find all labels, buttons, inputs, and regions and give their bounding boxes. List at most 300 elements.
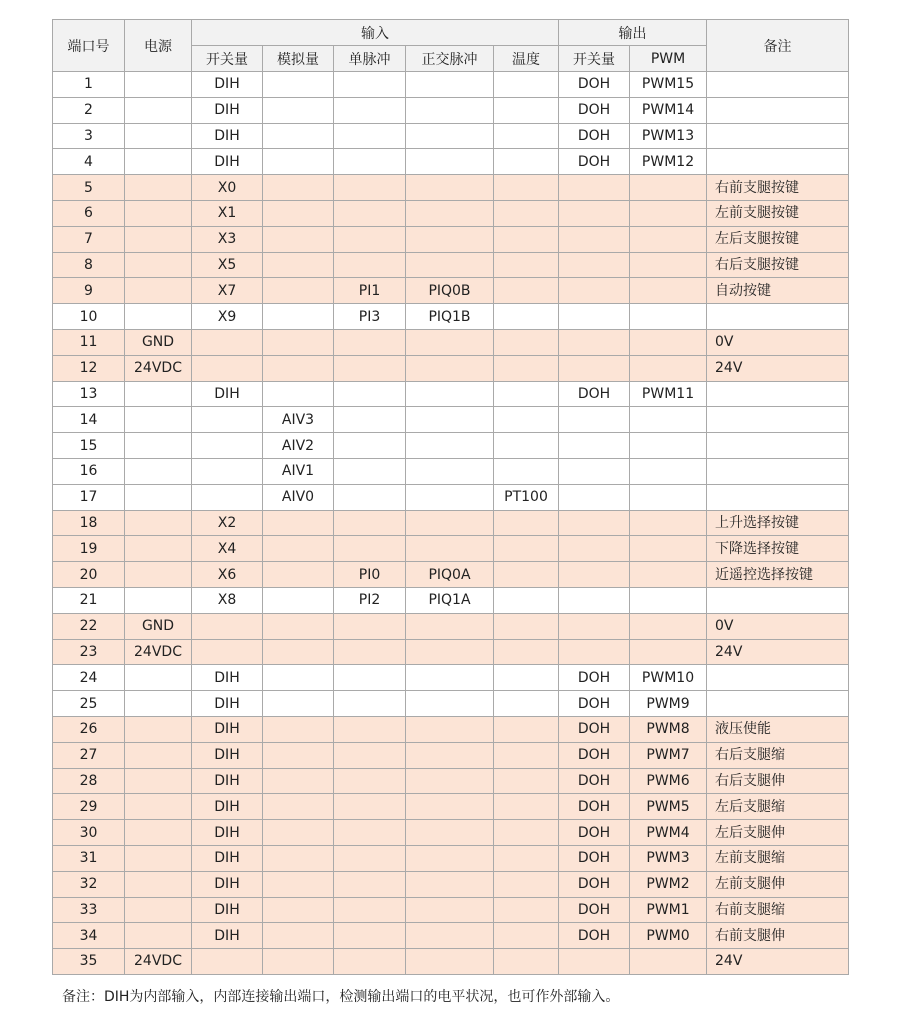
- power-cell: [125, 226, 192, 252]
- digital-input-cell: X8: [192, 587, 263, 613]
- pwm-cell: PWM15: [630, 72, 707, 98]
- remark-cell: 左后支腿缩: [707, 794, 849, 820]
- quadrature-pulse-cell: [406, 123, 494, 149]
- pwm-cell: [630, 278, 707, 304]
- port-no-cell: 3: [53, 123, 125, 149]
- header-temperature: 温度: [494, 46, 559, 72]
- digital-input-cell: [192, 355, 263, 381]
- temperature-cell: [494, 716, 559, 742]
- digital-input-cell: DIH: [192, 381, 263, 407]
- analog-input-cell: [263, 278, 334, 304]
- analog-input-cell: AIV0: [263, 484, 334, 510]
- port-no-cell: 18: [53, 510, 125, 536]
- temperature-cell: [494, 278, 559, 304]
- power-cell: [125, 72, 192, 98]
- digital-input-cell: [192, 458, 263, 484]
- remark-cell: [707, 149, 849, 175]
- power-cell: [125, 252, 192, 278]
- analog-input-cell: [263, 175, 334, 201]
- single-pulse-cell: [334, 226, 406, 252]
- pwm-cell: PWM8: [630, 716, 707, 742]
- temperature-cell: [494, 200, 559, 226]
- temperature-cell: [494, 433, 559, 459]
- remark-cell: [707, 97, 849, 123]
- power-cell: [125, 278, 192, 304]
- port-table: [52, 19, 849, 975]
- table-row: [53, 587, 849, 613]
- port-no-cell: 23: [53, 639, 125, 665]
- remark-cell: 右前支腿缩: [707, 897, 849, 923]
- header-single-pulse: 单脉冲: [334, 46, 406, 72]
- digital-output-cell: DOH: [559, 123, 630, 149]
- digital-output-cell: [559, 278, 630, 304]
- port-no-cell: 2: [53, 97, 125, 123]
- analog-input-cell: [263, 639, 334, 665]
- analog-input-cell: [263, 716, 334, 742]
- single-pulse-cell: [334, 820, 406, 846]
- single-pulse-cell: [334, 871, 406, 897]
- single-pulse-cell: [334, 639, 406, 665]
- temperature-cell: [494, 381, 559, 407]
- pwm-cell: PWM9: [630, 691, 707, 717]
- digital-output-cell: [559, 407, 630, 433]
- power-cell: [125, 510, 192, 536]
- single-pulse-cell: [334, 845, 406, 871]
- pwm-cell: PWM14: [630, 97, 707, 123]
- temperature-cell: [494, 871, 559, 897]
- power-cell: [125, 149, 192, 175]
- single-pulse-cell: [334, 949, 406, 975]
- quadrature-pulse-cell: [406, 381, 494, 407]
- port-no-cell: 34: [53, 923, 125, 949]
- pwm-cell: [630, 304, 707, 330]
- analog-input-cell: [263, 149, 334, 175]
- quadrature-pulse-cell: [406, 433, 494, 459]
- power-cell: GND: [125, 613, 192, 639]
- power-cell: GND: [125, 329, 192, 355]
- digital-input-cell: DIH: [192, 72, 263, 98]
- port-no-cell: 1: [53, 72, 125, 98]
- digital-output-cell: DOH: [559, 716, 630, 742]
- port-no-cell: 25: [53, 691, 125, 717]
- pwm-cell: [630, 329, 707, 355]
- quadrature-pulse-cell: [406, 226, 494, 252]
- quadrature-pulse-cell: PIQ0A: [406, 562, 494, 588]
- power-cell: [125, 458, 192, 484]
- digital-output-cell: [559, 200, 630, 226]
- analog-input-cell: [263, 536, 334, 562]
- quadrature-pulse-cell: [406, 768, 494, 794]
- temperature-cell: [494, 562, 559, 588]
- quadrature-pulse-cell: [406, 949, 494, 975]
- header-analog-input: 模拟量: [263, 46, 334, 72]
- table-row: [53, 639, 849, 665]
- remark-cell: [707, 123, 849, 149]
- table-row: [53, 562, 849, 588]
- remark-cell: 24V: [707, 355, 849, 381]
- digital-input-cell: DIH: [192, 820, 263, 846]
- table-row: [53, 742, 849, 768]
- digital-input-cell: DIH: [192, 897, 263, 923]
- remark-cell: 左后支腿伸: [707, 820, 849, 846]
- power-cell: [125, 200, 192, 226]
- port-no-cell: 8: [53, 252, 125, 278]
- remark-cell: 右前支腿伸: [707, 923, 849, 949]
- pwm-cell: [630, 407, 707, 433]
- digital-output-cell: DOH: [559, 845, 630, 871]
- port-no-cell: 12: [53, 355, 125, 381]
- port-no-cell: 5: [53, 175, 125, 201]
- temperature-cell: [494, 329, 559, 355]
- power-cell: [125, 794, 192, 820]
- pwm-cell: [630, 484, 707, 510]
- header-digital-input: 开关量: [192, 46, 263, 72]
- quadrature-pulse-cell: [406, 923, 494, 949]
- quadrature-pulse-cell: [406, 329, 494, 355]
- port-no-cell: 22: [53, 613, 125, 639]
- single-pulse-cell: [334, 716, 406, 742]
- power-cell: [125, 407, 192, 433]
- quadrature-pulse-cell: [406, 871, 494, 897]
- single-pulse-cell: [334, 72, 406, 98]
- power-cell: 24VDC: [125, 949, 192, 975]
- power-cell: [125, 484, 192, 510]
- table-row: [53, 897, 849, 923]
- digital-output-cell: [559, 562, 630, 588]
- power-cell: [125, 768, 192, 794]
- footnote: 备注：DIH为内部输入，内部连接输出端口，检测输出端口的电平状况，也可作外部输入。: [62, 989, 620, 1005]
- temperature-cell: [494, 613, 559, 639]
- digital-input-cell: X3: [192, 226, 263, 252]
- analog-input-cell: [263, 923, 334, 949]
- digital-output-cell: DOH: [559, 871, 630, 897]
- pwm-cell: [630, 613, 707, 639]
- quadrature-pulse-cell: [406, 510, 494, 536]
- temperature-cell: [494, 72, 559, 98]
- table-row: [53, 536, 849, 562]
- analog-input-cell: [263, 897, 334, 923]
- temperature-cell: [494, 175, 559, 201]
- temperature-cell: [494, 897, 559, 923]
- digital-input-cell: DIH: [192, 665, 263, 691]
- temperature-cell: [494, 510, 559, 536]
- analog-input-cell: AIV3: [263, 407, 334, 433]
- digital-output-cell: DOH: [559, 768, 630, 794]
- table-row: [53, 484, 849, 510]
- temperature-cell: [494, 820, 559, 846]
- quadrature-pulse-cell: [406, 742, 494, 768]
- temperature-cell: [494, 587, 559, 613]
- port-no-cell: 6: [53, 200, 125, 226]
- temperature-cell: [494, 845, 559, 871]
- remark-cell: 左前支腿缩: [707, 845, 849, 871]
- pwm-cell: PWM4: [630, 820, 707, 846]
- pwm-cell: PWM10: [630, 665, 707, 691]
- header-remark: 备注: [707, 20, 849, 72]
- pwm-cell: [630, 949, 707, 975]
- digital-output-cell: [559, 252, 630, 278]
- digital-output-cell: [559, 433, 630, 459]
- table-row: [53, 175, 849, 201]
- digital-output-cell: [559, 484, 630, 510]
- power-cell: 24VDC: [125, 639, 192, 665]
- analog-input-cell: [263, 381, 334, 407]
- port-no-cell: 28: [53, 768, 125, 794]
- port-no-cell: 35: [53, 949, 125, 975]
- header-pwm: PWM: [630, 46, 707, 72]
- remark-cell: [707, 665, 849, 691]
- table-row: [53, 252, 849, 278]
- power-cell: [125, 742, 192, 768]
- digital-input-cell: X1: [192, 200, 263, 226]
- digital-input-cell: [192, 949, 263, 975]
- header-port-no: 端口号: [53, 20, 125, 72]
- analog-input-cell: [263, 665, 334, 691]
- analog-input-cell: [263, 510, 334, 536]
- port-no-cell: 13: [53, 381, 125, 407]
- remark-cell: 下降选择按键: [707, 536, 849, 562]
- digital-input-cell: [192, 329, 263, 355]
- header-row-top: [53, 20, 849, 46]
- analog-input-cell: [263, 329, 334, 355]
- table-row: [53, 97, 849, 123]
- temperature-cell: [494, 123, 559, 149]
- power-cell: [125, 123, 192, 149]
- analog-input-cell: AIV2: [263, 433, 334, 459]
- port-no-cell: 33: [53, 897, 125, 923]
- port-no-cell: 24: [53, 665, 125, 691]
- single-pulse-cell: [334, 381, 406, 407]
- header-power: 电源: [125, 20, 192, 72]
- power-cell: [125, 845, 192, 871]
- digital-output-cell: [559, 510, 630, 536]
- remark-cell: [707, 484, 849, 510]
- single-pulse-cell: [334, 123, 406, 149]
- pwm-cell: [630, 562, 707, 588]
- digital-output-cell: [559, 226, 630, 252]
- power-cell: [125, 587, 192, 613]
- pwm-cell: [630, 510, 707, 536]
- port-no-cell: 32: [53, 871, 125, 897]
- digital-input-cell: X4: [192, 536, 263, 562]
- remark-cell: 右后支腿伸: [707, 768, 849, 794]
- digital-output-cell: DOH: [559, 923, 630, 949]
- single-pulse-cell: [334, 510, 406, 536]
- quadrature-pulse-cell: [406, 820, 494, 846]
- temperature-cell: [494, 639, 559, 665]
- port-no-cell: 16: [53, 458, 125, 484]
- header-digital-output: 开关量: [559, 46, 630, 72]
- analog-input-cell: [263, 845, 334, 871]
- temperature-cell: PT100: [494, 484, 559, 510]
- power-cell: [125, 381, 192, 407]
- header-input: 输入: [192, 20, 559, 46]
- table-header: [53, 20, 849, 72]
- temperature-cell: [494, 149, 559, 175]
- digital-input-cell: DIH: [192, 768, 263, 794]
- power-cell: [125, 562, 192, 588]
- pwm-cell: [630, 252, 707, 278]
- pwm-cell: [630, 433, 707, 459]
- table-row: [53, 691, 849, 717]
- table-row: [53, 871, 849, 897]
- analog-input-cell: [263, 72, 334, 98]
- analog-input-cell: [263, 613, 334, 639]
- single-pulse-cell: [334, 691, 406, 717]
- remark-cell: 液压使能: [707, 716, 849, 742]
- digital-output-cell: DOH: [559, 820, 630, 846]
- temperature-cell: [494, 226, 559, 252]
- pwm-cell: PWM11: [630, 381, 707, 407]
- remark-cell: 0V: [707, 329, 849, 355]
- table-row: [53, 304, 849, 330]
- port-no-cell: 11: [53, 329, 125, 355]
- temperature-cell: [494, 768, 559, 794]
- quadrature-pulse-cell: [406, 407, 494, 433]
- quadrature-pulse-cell: [406, 613, 494, 639]
- digital-output-cell: DOH: [559, 691, 630, 717]
- remark-cell: [707, 587, 849, 613]
- digital-input-cell: X9: [192, 304, 263, 330]
- quadrature-pulse-cell: PIQ1B: [406, 304, 494, 330]
- digital-output-cell: [559, 949, 630, 975]
- remark-cell: 左前支腿按键: [707, 200, 849, 226]
- digital-input-cell: [192, 484, 263, 510]
- remark-cell: 24V: [707, 639, 849, 665]
- single-pulse-cell: [334, 355, 406, 381]
- quadrature-pulse-cell: PIQ0B: [406, 278, 494, 304]
- temperature-cell: [494, 97, 559, 123]
- single-pulse-cell: [334, 794, 406, 820]
- pwm-cell: PWM3: [630, 845, 707, 871]
- pwm-cell: PWM2: [630, 871, 707, 897]
- remark-cell: [707, 304, 849, 330]
- pwm-cell: PWM7: [630, 742, 707, 768]
- digital-input-cell: DIH: [192, 691, 263, 717]
- single-pulse-cell: [334, 252, 406, 278]
- port-no-cell: 30: [53, 820, 125, 846]
- table-row: [53, 458, 849, 484]
- digital-input-cell: [192, 407, 263, 433]
- digital-input-cell: X2: [192, 510, 263, 536]
- analog-input-cell: [263, 587, 334, 613]
- temperature-cell: [494, 794, 559, 820]
- port-no-cell: 7: [53, 226, 125, 252]
- pwm-cell: [630, 536, 707, 562]
- power-cell: [125, 691, 192, 717]
- table-row: [53, 72, 849, 98]
- digital-output-cell: DOH: [559, 742, 630, 768]
- single-pulse-cell: PI2: [334, 587, 406, 613]
- digital-input-cell: DIH: [192, 871, 263, 897]
- port-no-cell: 17: [53, 484, 125, 510]
- digital-input-cell: DIH: [192, 97, 263, 123]
- single-pulse-cell: [334, 923, 406, 949]
- quadrature-pulse-cell: [406, 794, 494, 820]
- port-no-cell: 31: [53, 845, 125, 871]
- table-body: [53, 72, 849, 975]
- remark-cell: 近遥控选择按键: [707, 562, 849, 588]
- power-cell: [125, 536, 192, 562]
- remark-cell: 右前支腿按键: [707, 175, 849, 201]
- digital-input-cell: DIH: [192, 794, 263, 820]
- port-no-cell: 9: [53, 278, 125, 304]
- digital-output-cell: DOH: [559, 97, 630, 123]
- single-pulse-cell: [334, 665, 406, 691]
- remark-cell: [707, 72, 849, 98]
- single-pulse-cell: PI3: [334, 304, 406, 330]
- pwm-cell: PWM0: [630, 923, 707, 949]
- port-no-cell: 10: [53, 304, 125, 330]
- digital-output-cell: [559, 536, 630, 562]
- quadrature-pulse-cell: [406, 458, 494, 484]
- digital-output-cell: DOH: [559, 665, 630, 691]
- digital-input-cell: X0: [192, 175, 263, 201]
- table-row: [53, 200, 849, 226]
- digital-input-cell: [192, 433, 263, 459]
- remark-cell: 0V: [707, 613, 849, 639]
- digital-output-cell: [559, 458, 630, 484]
- single-pulse-cell: [334, 897, 406, 923]
- single-pulse-cell: [334, 742, 406, 768]
- pwm-cell: PWM6: [630, 768, 707, 794]
- single-pulse-cell: [334, 175, 406, 201]
- table-row: [53, 510, 849, 536]
- single-pulse-cell: [334, 768, 406, 794]
- digital-input-cell: X6: [192, 562, 263, 588]
- digital-input-cell: DIH: [192, 716, 263, 742]
- table-row: [53, 613, 849, 639]
- quadrature-pulse-cell: [406, 639, 494, 665]
- analog-input-cell: [263, 949, 334, 975]
- power-cell: [125, 820, 192, 846]
- power-cell: [125, 304, 192, 330]
- table-row: [53, 923, 849, 949]
- digital-output-cell: [559, 613, 630, 639]
- port-no-cell: 27: [53, 742, 125, 768]
- analog-input-cell: [263, 123, 334, 149]
- port-no-cell: 20: [53, 562, 125, 588]
- digital-output-cell: [559, 304, 630, 330]
- power-cell: [125, 871, 192, 897]
- analog-input-cell: [263, 226, 334, 252]
- quadrature-pulse-cell: [406, 484, 494, 510]
- pwm-cell: [630, 639, 707, 665]
- temperature-cell: [494, 458, 559, 484]
- temperature-cell: [494, 691, 559, 717]
- single-pulse-cell: [334, 536, 406, 562]
- port-no-cell: 29: [53, 794, 125, 820]
- power-cell: [125, 716, 192, 742]
- pwm-cell: [630, 175, 707, 201]
- table-row: [53, 768, 849, 794]
- single-pulse-cell: [334, 407, 406, 433]
- remark-cell: 上升选择按键: [707, 510, 849, 536]
- digital-input-cell: DIH: [192, 149, 263, 175]
- single-pulse-cell: PI0: [334, 562, 406, 588]
- single-pulse-cell: [334, 97, 406, 123]
- table-row: [53, 407, 849, 433]
- quadrature-pulse-cell: [406, 845, 494, 871]
- pwm-cell: PWM13: [630, 123, 707, 149]
- analog-input-cell: [263, 304, 334, 330]
- pwm-cell: PWM5: [630, 794, 707, 820]
- power-cell: [125, 923, 192, 949]
- single-pulse-cell: [334, 458, 406, 484]
- power-cell: [125, 175, 192, 201]
- remark-cell: 右后支腿按键: [707, 252, 849, 278]
- table-row: [53, 149, 849, 175]
